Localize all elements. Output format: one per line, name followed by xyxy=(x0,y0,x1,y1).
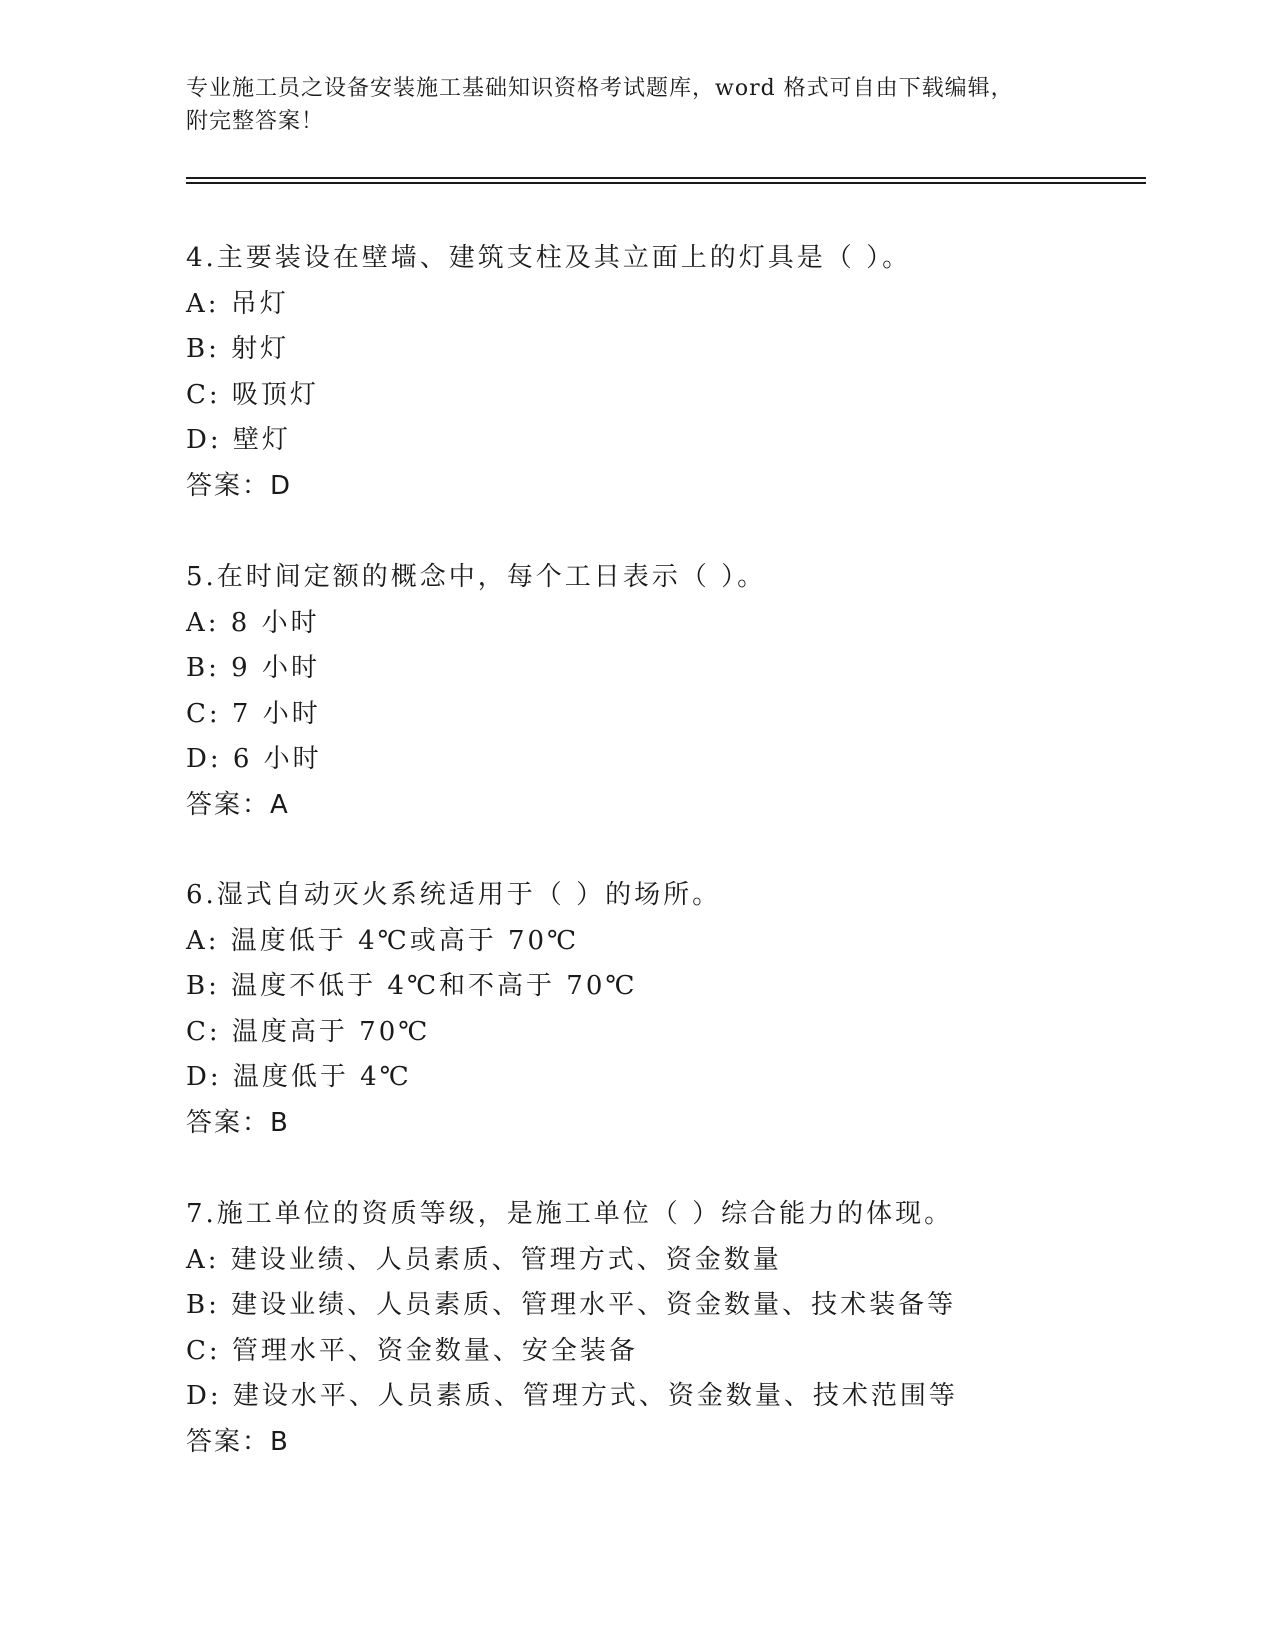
question-block xyxy=(186,873,1146,1146)
question-stem: 6.湿式自动灭火系统适用于（ ）的场所。 xyxy=(186,880,722,910)
header-line-1: 专业施工员之设备安装施工基础知识资格考试题库，word 格式可自由下载编辑， xyxy=(186,76,1014,101)
option-b: B: 建设业绩、人员素质、管理水平、资金数量、技术装备等 xyxy=(186,1290,957,1320)
header-divider-top xyxy=(186,177,1146,179)
option-c: C: 7 小时 xyxy=(186,698,321,729)
answer-line: 答案：B xyxy=(186,1107,290,1138)
option-c: C: 管理水平、资金数量、安全装备 xyxy=(186,1335,638,1366)
option-d: D: 建设水平、人员素质、管理方式、资金数量、技术范围等 xyxy=(186,1381,958,1411)
answer-line: 答案：B xyxy=(186,1426,290,1457)
question-stem: 5.在时间定额的概念中，每个工日表示（ ）。 xyxy=(186,562,767,592)
question-stem: 7.施工单位的资质等级，是施工单位（ ）综合能力的体现。 xyxy=(186,1199,954,1229)
answer-line: 答案：A xyxy=(186,789,290,820)
question-stem: 4.主要装设在壁墙、建筑支柱及其立面上的灯具是（ ）。 xyxy=(186,243,912,273)
option-d: D: 6 小时 xyxy=(186,744,322,774)
answer-line: 答案：D xyxy=(186,470,293,501)
option-a: A: 温度低于 4℃或高于 70℃ xyxy=(186,925,580,956)
option-d: D: 壁灯 xyxy=(186,425,291,455)
header-divider-bottom xyxy=(186,182,1146,184)
option-a: A: 8 小时 xyxy=(186,607,320,638)
question-block xyxy=(186,236,1146,509)
option-b: B: 射灯 xyxy=(186,334,290,364)
document-header xyxy=(186,72,1066,138)
question-block xyxy=(186,1192,1146,1465)
option-a: A: 吊灯 xyxy=(186,288,289,319)
option-d: D: 温度低于 4℃ xyxy=(186,1062,412,1092)
option-a: A: 建设业绩、人员素质、管理方式、资金数量 xyxy=(186,1244,782,1275)
option-b: B: 9 小时 xyxy=(186,653,320,683)
header-line-2: 附完整答案！ xyxy=(186,109,325,134)
option-b: B: 温度不低于 4℃和不高于 70℃ xyxy=(186,971,638,1001)
option-c: C: 吸顶灯 xyxy=(186,379,319,410)
question-block xyxy=(186,555,1146,828)
option-c: C: 温度高于 70℃ xyxy=(186,1016,431,1047)
